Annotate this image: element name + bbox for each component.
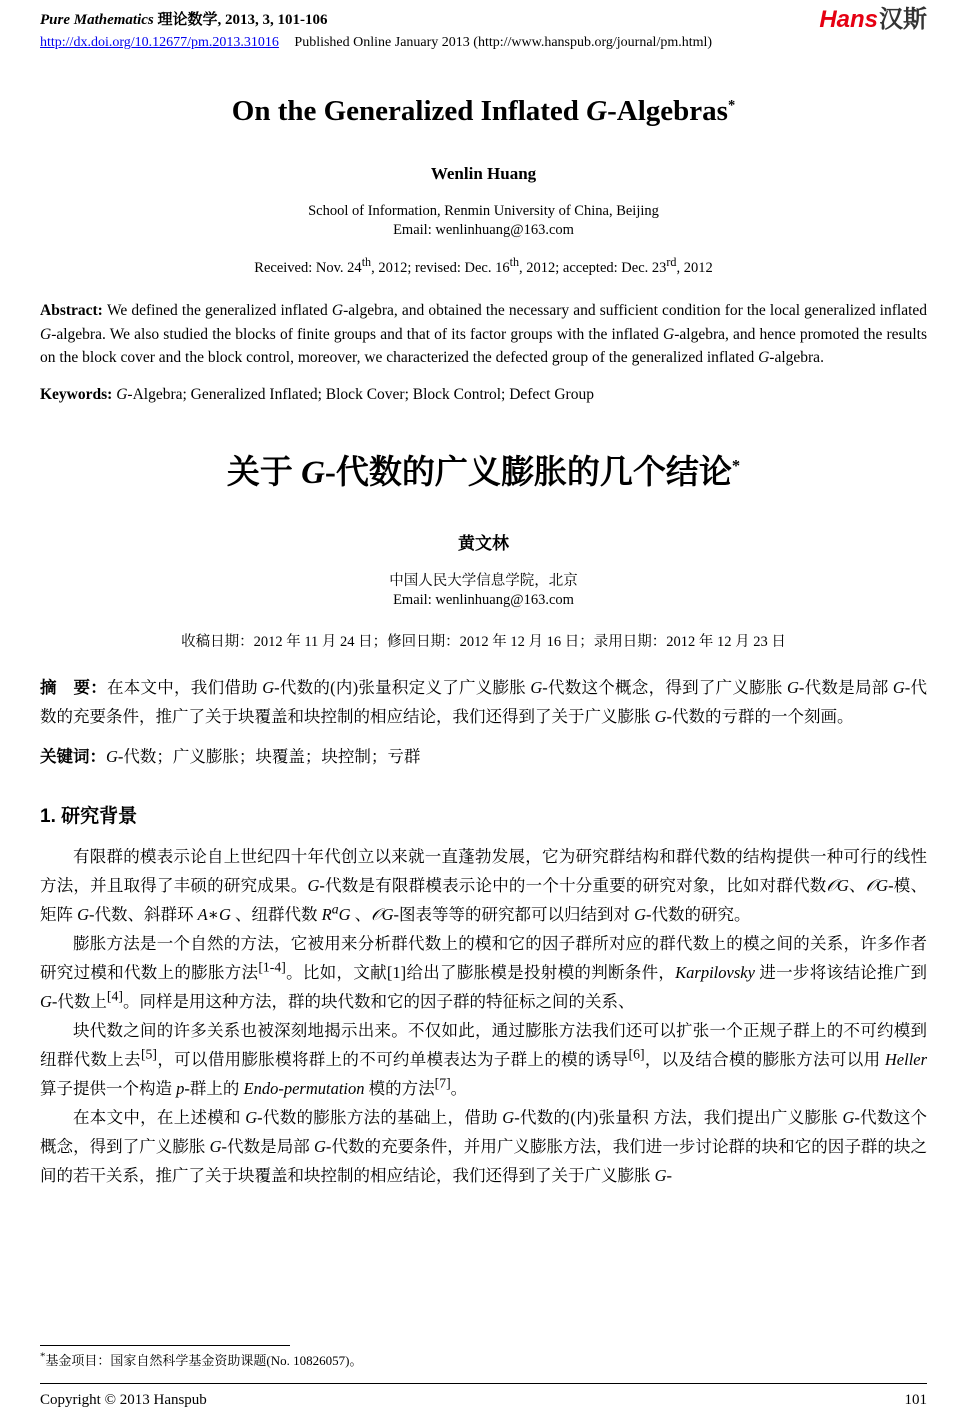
affiliation-block-cn	[40, 572, 927, 610]
page-number: 101	[904, 1392, 927, 1408]
paragraph-2: 膨胀方法是一个自然的方法，它被用来分析群代数上的模和它的因子群所对应的群代数上的模之间的关系，许多作者研究过模和代数上的膨胀方法[1-4]。比如，文献[1]给出了膨胀模是投射模的判断条件，Karpilovsky 进一步将该结论推广到 G-代数上[4]。同样是用这种方法，群的块代数和它的因子群的特征标之间的关系、	[40, 933, 927, 1011]
logo-cn-text: 汉斯	[879, 6, 927, 33]
keywords-cn: 关键词：G-代数；广义膨胀；块覆盖；块控制；亏群	[40, 746, 421, 766]
abstract-en: Abstract: We defined the generalized inflated G-algebra, and obtained the necessary and sufficient condition for the local generalized inflated G-algebra. We also studied the blocks of finite groups and that of its factor groups with the inflated G-algebra, and hence promoted the results on the block cover and the block control, moreover, we characterized the defected group of the generalized inflated G-algebra.	[40, 302, 928, 366]
affiliation-en: School of Information, Renmin University of China, Beijing	[308, 203, 659, 219]
received-dates-cn: 收稿日期：2012 年 11 月 24 日；修回日期：2012 年 12 月 16 日；录用日期：2012 年 12 月 23 日	[181, 633, 786, 650]
paper-title-cn: 关于 G-代数的广义膨胀的几个结论*	[226, 454, 741, 491]
journal-header-text	[40, 8, 712, 51]
email-en: Email: wenlinhuang@163.com	[393, 222, 574, 238]
page-footer	[40, 1383, 927, 1409]
received-dates-en: Received: Nov. 24th, 2012; revised: Dec. 16th, 2012; accepted: Dec. 23rd, 2012	[254, 255, 713, 276]
affiliation-cn: 中国人民大学信息学院，北京	[389, 572, 578, 589]
logo-hans-text: Hans	[819, 6, 878, 33]
keywords-en: Keywords: G-Algebra; Generalized Inflated; Block Cover; Block Control; Defect Group	[40, 385, 594, 403]
hanspub-logo	[819, 8, 927, 32]
author-name-cn: 黄文林	[458, 533, 509, 553]
footnote-text: *基金项目：国家自然科学基金资助课题(No. 10826057)。	[40, 1350, 363, 1368]
published-online-info: Published Online January 2013 (http://www.hanspub.org/journal/pm.html)	[294, 35, 713, 50]
footnote-separator	[40, 1345, 290, 1346]
paper-title-en: On the Generalized Inflated G-Algebras*	[231, 95, 736, 127]
email-cn: Email: wenlinhuang@163.com	[393, 591, 574, 608]
paragraph-1: 有限群的模表示论自上世纪四十年代创立以来就一直蓬勃发展，它为研究群结构和群代数的结构提供一种可行的线性方法，并且取得了丰硕的研究成果。G-代数是有限群模表示论中的一个十分重要的研究对象，比如对群代数𝒪G、𝒪G-模、矩阵 G-代数、斜群环 A∗G 、纽群代数 $R^aG$ 、𝒪G-图表等等的研究都可以归结到对 G-代数的研究。	[40, 846, 928, 924]
journal-citation: Pure Mathematics 理论数学, 2013, 3, 101-106	[40, 12, 328, 28]
doi-line	[40, 35, 712, 51]
doi-link[interactable]: http://dx.doi.org/10.12677/pm.2013.31016	[40, 35, 279, 50]
author-name-en: Wenlin Huang	[430, 164, 537, 183]
journal-header	[40, 8, 927, 51]
paragraph-4: 在本文中，在上述模和 G-代数的膨胀方法的基础上，借助 G-代数的(内)张量积 方法，我们提出广义膨胀 G-代数这个概念，得到了广义膨胀 G-代数是局部 G-代数的充要条件，并用广义膨胀方法，我们进一步讨论群的块和它的因子群的块之间的若干关系，推广了关于块覆盖和块控制的相应结论，我们还得到了关于广义膨胀 G-	[40, 1107, 928, 1185]
footnote	[40, 1345, 927, 1369]
section-1-heading: 1. 研究背景	[40, 805, 138, 827]
copyright-text: Copyright © 2013 Hanspub	[40, 1392, 207, 1408]
paragraph-3: 块代数之间的许多关系也被深刻地揭示出来。不仅如此，通过膨胀方法我们还可以扩张一个正规子群上的不可约模到纽群代数上去[5]，可以借用膨胀模将群上的不可约单模表达为子群上的模的诱导[6]，以及结合模的膨胀方法可以用 Heller 算子提供一个构造 p-群上的 Endo-permutation 模的方法[7]。	[40, 1020, 928, 1098]
affiliation-block-en	[40, 202, 927, 240]
abstract-cn: 摘 要：在本文中，我们借助 G-代数的(内)张量积定义了广义膨胀 G-代数这个概念，得到了广义膨胀 G-代数是局部 G-代数的充要条件，推广了关于块覆盖和块控制的相应结论，我们还得到了关于广义膨胀 G-代数的亏群的一个刻画。	[40, 677, 928, 726]
